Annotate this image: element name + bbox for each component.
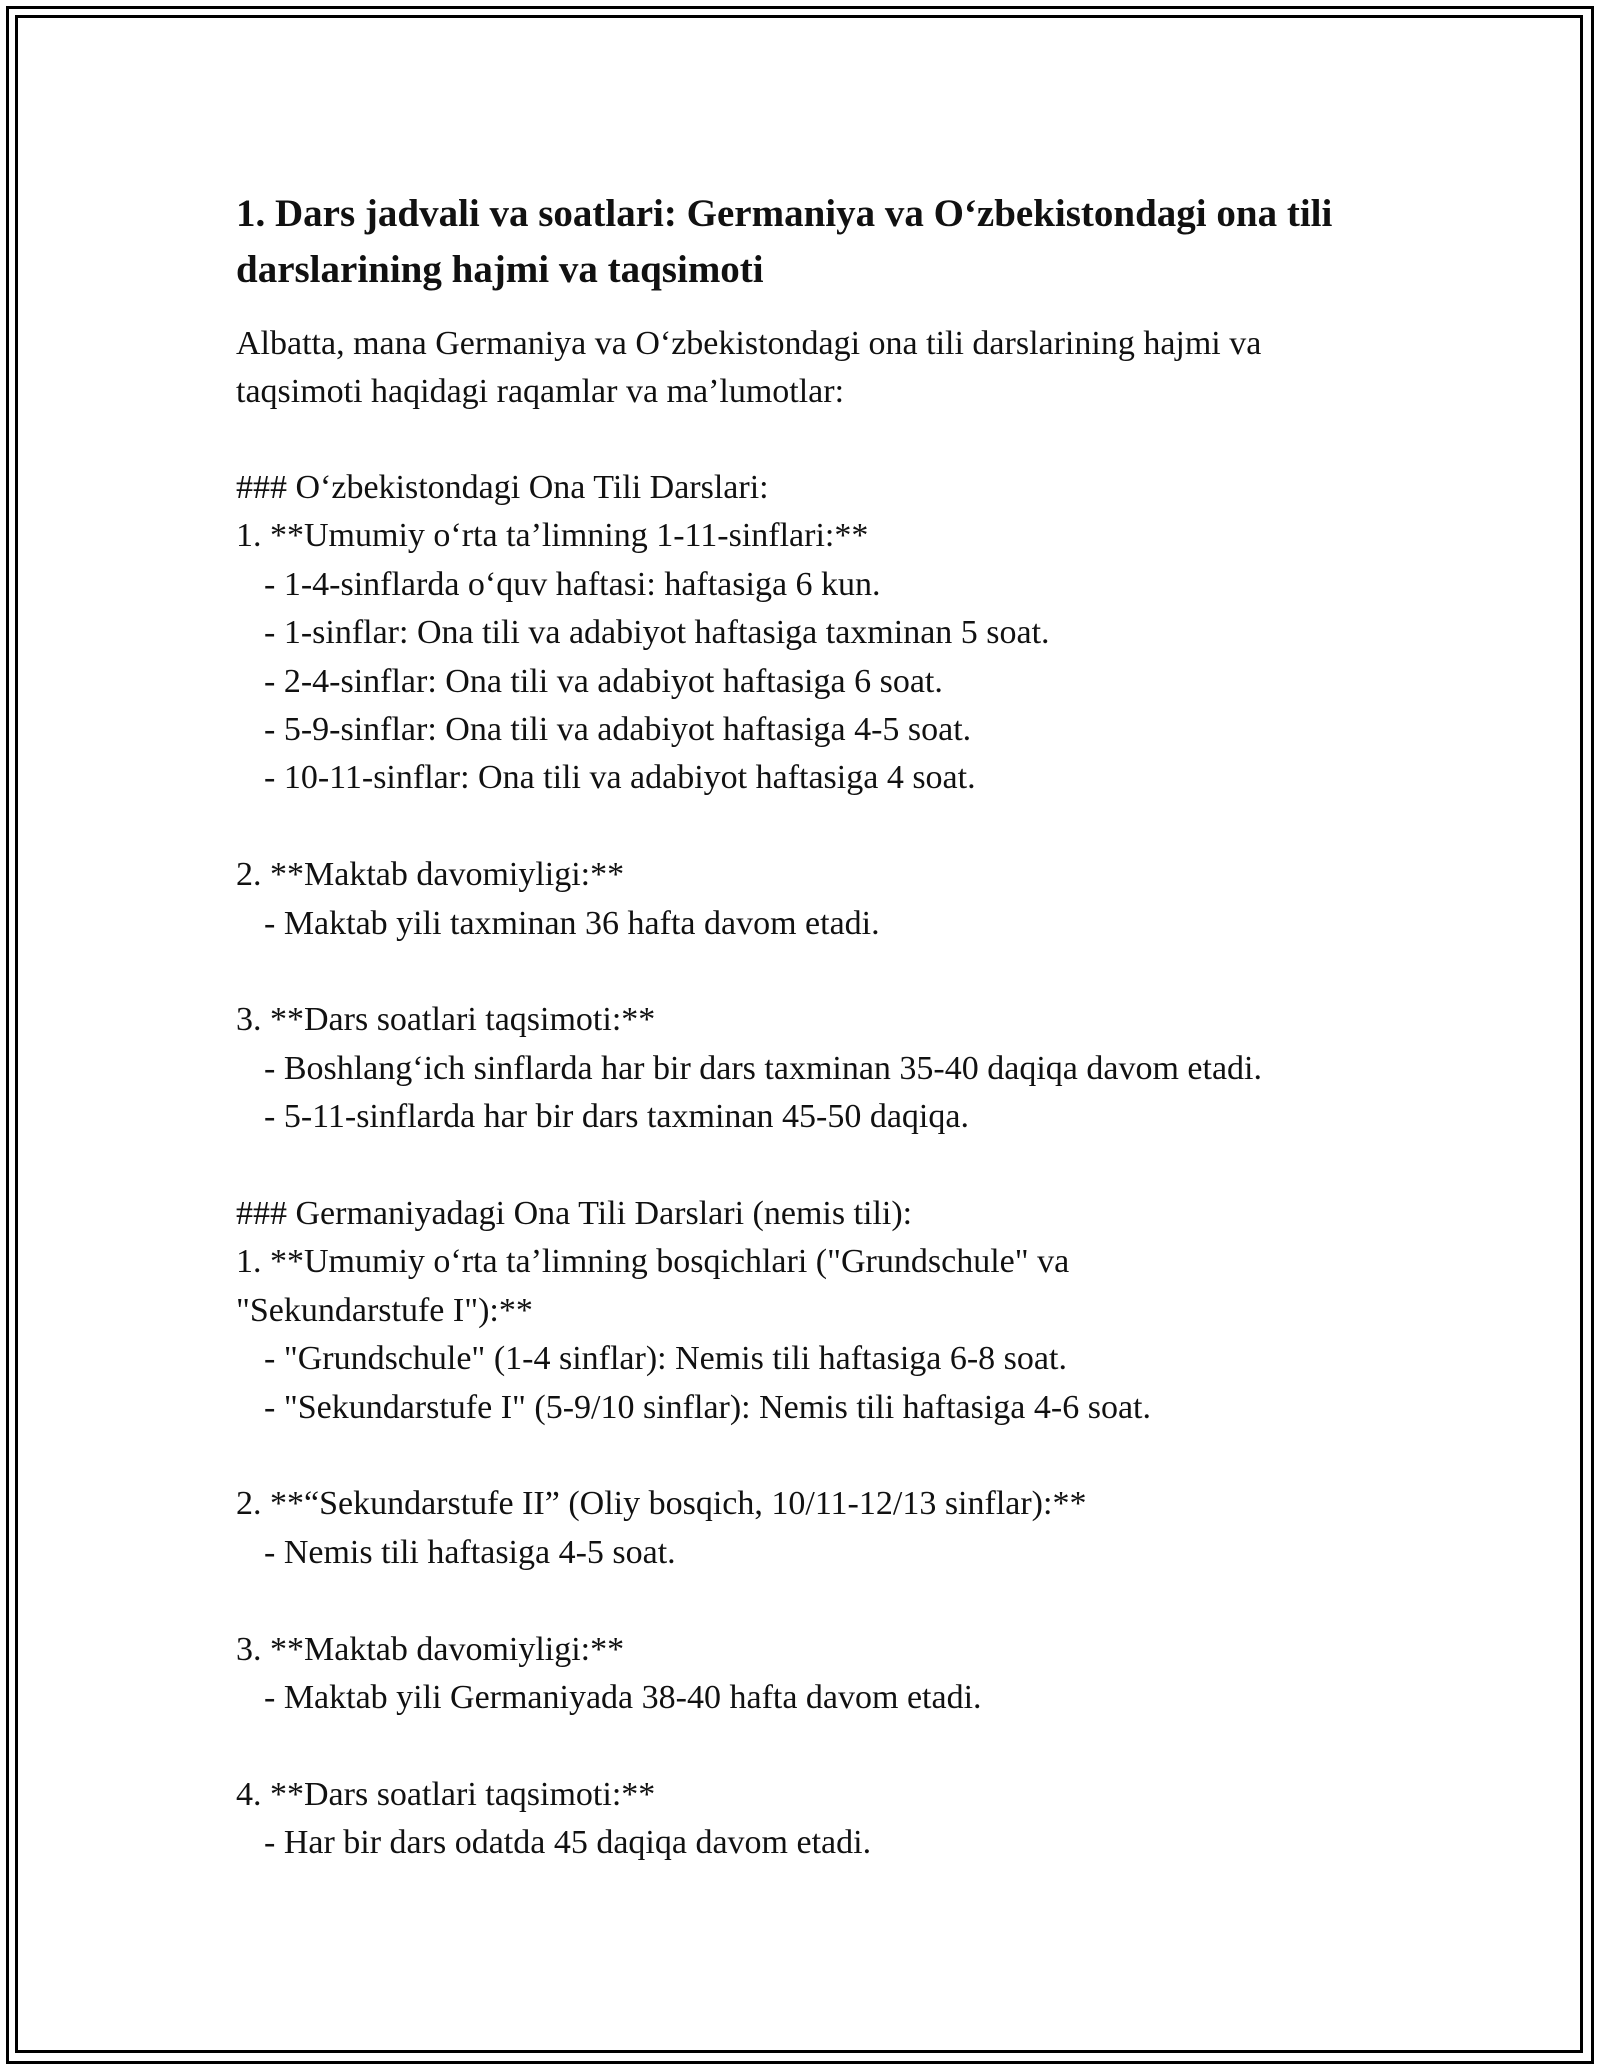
list-item: - 5-9-sinflar: Ona tili va adabiyot haftasiga 4-5 soat. — [264, 711, 972, 749]
blank-line — [236, 803, 1386, 851]
blank-line — [236, 1722, 1386, 1770]
blank-line — [236, 948, 1386, 996]
list-item-title: 1. **Umumiy o‘rta ta’limning 1-11-sinflari:** — [236, 517, 869, 555]
blank-line — [236, 1577, 1386, 1625]
document-body — [236, 186, 1386, 1868]
list-item: - 5-11-sinflarda har bir dars taxminan 45-50 daqiqa. — [264, 1098, 969, 1136]
blank-line — [236, 1142, 1386, 1190]
list-item-title: 1. **Umumiy o‘rta ta’limning bosqichlari ("Grundschule" va — [236, 1243, 1070, 1281]
list-item: - 1-4-sinflarda o‘quv haftasi: haftasiga 6 kun. — [264, 565, 881, 603]
list-item: - 1-sinflar: Ona tili va adabiyot haftasiga taxminan 5 soat. — [264, 614, 1050, 652]
list-item-title: 3. **Dars soatlari taqsimoti:** — [236, 1001, 656, 1039]
list-item: - 2-4-sinflar: Ona tili va adabiyot haftasiga 6 soat. — [264, 662, 943, 700]
list-item-title: 4. **Dars soatlari taqsimoti:** — [236, 1775, 656, 1813]
list-item-title: 2. **Maktab davomiyligi:** — [236, 856, 625, 894]
list-item: - Boshlang‘ich sinflarda har bir dars taxminan 35-40 daqiqa davom etadi. — [264, 1049, 1262, 1087]
list-item-title: 3. **Maktab davomiyligi:** — [236, 1630, 625, 1668]
blank-line — [236, 1432, 1386, 1480]
section-heading-germany: ### Germaniyadagi Ona Tili Darslari (nemis tili): — [236, 1195, 913, 1233]
list-item: - Nemis tili haftasiga 4-5 soat. — [264, 1533, 676, 1571]
document-text — [236, 464, 1386, 1868]
list-item: - 10-11-sinflar: Ona tili va adabiyot haftasiga 4 soat. — [264, 759, 976, 797]
list-item-title: 2. **“Sekundarstufe II” (Oliy bosqich, 10/11-12/13 sinflar):** — [236, 1485, 1087, 1523]
list-item: - Maktab yili taxminan 36 hafta davom etadi. — [264, 904, 880, 942]
list-item: - "Grundschule" (1-4 sinflar): Nemis tili haftasiga 6-8 soat. — [264, 1340, 1067, 1378]
intro-paragraph: Albatta, mana Germaniya va O‘zbekistondagi ona tili darslarining hajmi va taqsimoti haqidagi raqamlar va ma’lumotlar: — [236, 325, 1262, 410]
section-heading-uzbekistan: ### O‘zbekistondagi Ona Tili Darslari: — [236, 469, 769, 506]
list-item: - Har bir dars odatda 45 daqiqa davom etadi. — [264, 1824, 872, 1862]
list-item: - Maktab yili Germaniyada 38-40 hafta davom etadi. — [264, 1679, 982, 1717]
list-item-title-continued: "Sekundarstufe I"):** — [236, 1291, 533, 1329]
document-title: 1. Dars jadvali va soatlari: Germaniya va O‘zbekistondagi ona tili darslarining hajmi va taqsimoti — [236, 192, 1333, 291]
list-item: - "Sekundarstufe I" (5-9/10 sinflar): Nemis tili haftasiga 4-6 soat. — [264, 1388, 1151, 1426]
